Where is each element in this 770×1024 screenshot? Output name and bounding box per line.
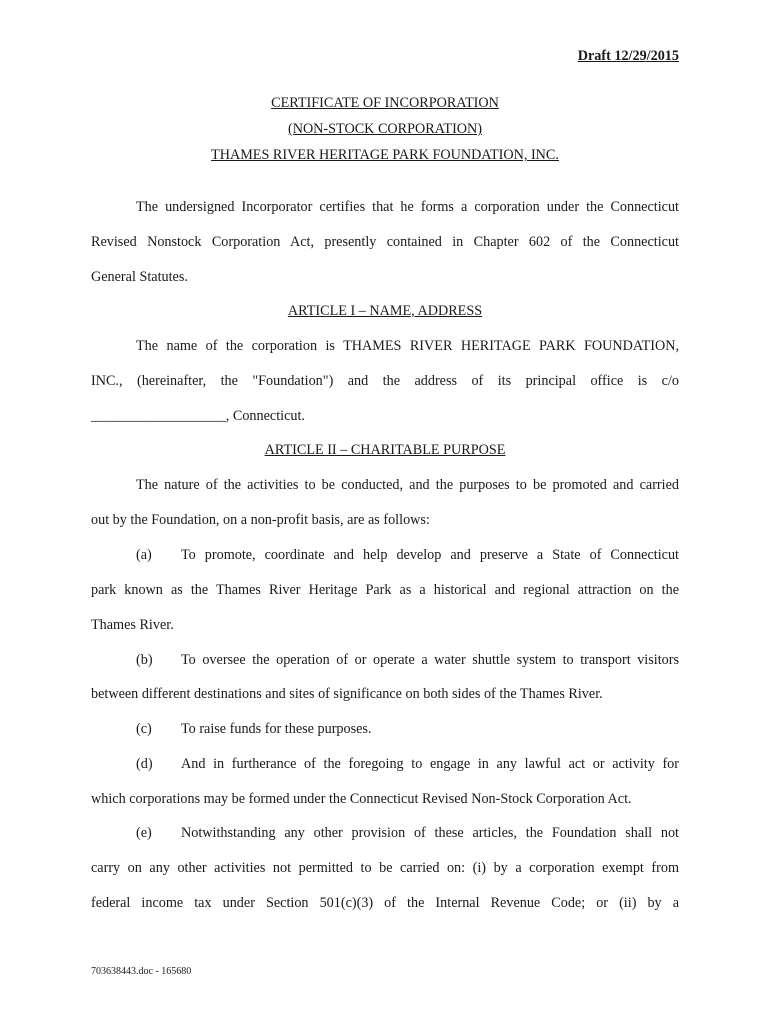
item-a-line-3: Thames River. (91, 617, 174, 633)
item-a-line-1: To promote, coordinate and help develop and preserve a State of Connecticut (181, 547, 679, 563)
article-2-intro-line-1: The nature of the activities to be conducted, and the purposes to be promoted and carried (136, 477, 679, 493)
intro-line-2: Revised Nonstock Corporation Act, presently contained in Chapter 602 of the Connecticut (91, 234, 679, 250)
item-e-line-1: Notwithstanding any other provision of these articles, the Foundation shall not (181, 825, 679, 841)
item-b-label: (b) (136, 652, 153, 668)
article-1-heading: ARTICLE I – NAME, ADDRESS (287, 303, 483, 319)
item-d-label: (d) (136, 756, 153, 772)
article-1-line-2: INC., (hereinafter, the "Foundation") and the address of its principal office is c/o (91, 373, 679, 389)
article-2-heading: ARTICLE II – CHARITABLE PURPOSE (264, 442, 506, 458)
item-a-label: (a) (136, 547, 152, 563)
title-line-3: THAMES RIVER HERITAGE PARK FOUNDATION, INC. (211, 147, 559, 163)
item-b-line-2: between different destinations and sites of significance on both sides of the Thames River. (91, 686, 603, 702)
draft-date: Draft 12/29/2015 (577, 48, 679, 64)
item-c-label: (c) (136, 721, 152, 737)
intro-line-3: General Statutes. (91, 269, 188, 285)
document-footer-id: 703638443.doc - 165680 (91, 966, 192, 977)
item-d-line-2: which corporations may be formed under the Connecticut Revised Non-Stock Corporation Act. (91, 791, 632, 807)
title-line-1: CERTIFICATE OF INCORPORATION (271, 95, 499, 111)
item-c-line-1: To raise funds for these purposes. (181, 721, 372, 737)
article-2-intro-line-2: out by the Foundation, on a non-profit basis, are as follows: (91, 512, 430, 528)
item-e-line-3: federal income tax under Section 501(c)(3) of the Internal Revenue Code; or (ii) by a (91, 895, 679, 911)
item-e-label: (e) (136, 825, 152, 841)
item-b-line-1: To oversee the operation of or operate a water shuttle system to transport visitors (181, 652, 679, 668)
article-1-line-3: ___________________, Connecticut. (91, 408, 305, 424)
item-a-line-2: park known as the Thames River Heritage Park as a historical and regional attraction on the (91, 582, 679, 598)
item-e-line-2: carry on any other activities not permitted to be carried on: (i) by a corporation exempt from (91, 860, 679, 876)
item-d-line-1: And in furtherance of the foregoing to engage in any lawful act or activity for (181, 756, 679, 772)
title-line-2: (NON-STOCK CORPORATION) (287, 121, 483, 137)
article-1-line-1: The name of the corporation is THAMES RIVER HERITAGE PARK FOUNDATION, (136, 338, 679, 354)
intro-line-1: The undersigned Incorporator certifies that he forms a corporation under the Connecticut (136, 199, 679, 215)
